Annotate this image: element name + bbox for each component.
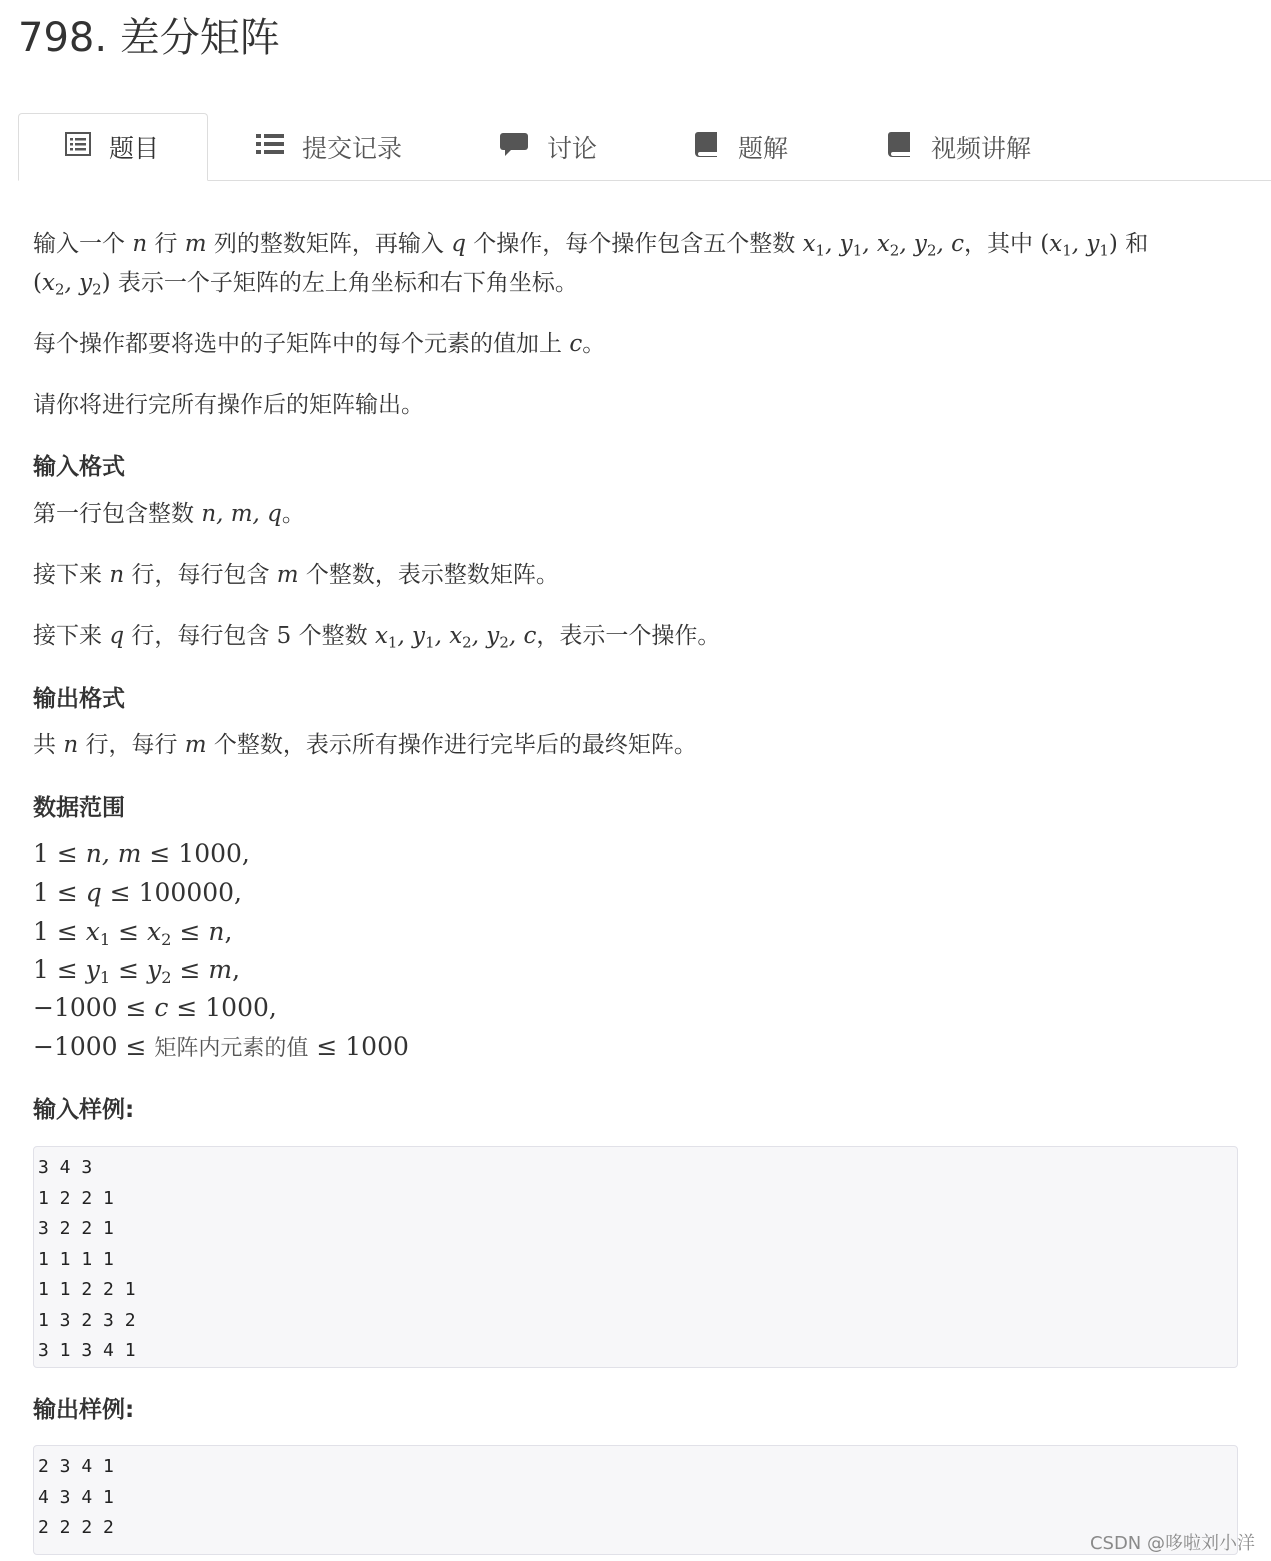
data-range-line: $1 \le y_1 \le y_2 \le m$,	[33, 955, 241, 987]
tab-solutions[interactable]	[694, 113, 788, 181]
tab-discussion[interactable]	[499, 113, 597, 181]
tab-problem[interactable]	[18, 113, 208, 181]
sample-output-code	[33, 1445, 1238, 1555]
comment-icon	[499, 131, 529, 163]
output-format-line: 共 n 行，每行 m 个整数，表示所有操作进行完毕后的最终矩阵。	[33, 732, 697, 758]
data-range-heading: 数据范围	[33, 795, 125, 821]
tab-label: 提交记录	[302, 134, 403, 163]
list-icon	[256, 132, 284, 162]
code-line: 2 3 4 1	[38, 1456, 114, 1477]
sample-output-heading: 输出样例:	[33, 1397, 135, 1423]
data-range-line: −1000 ≤ c ≤ 1000,	[33, 993, 277, 1022]
book-icon	[694, 130, 720, 164]
input-format-line: 接下来 q 行，每行包含 5 个整数 $x_1$, $y_1$, $x_2$, $y_2$, c，表示一个操作。	[33, 623, 721, 652]
output-format-heading: 输出格式	[33, 686, 125, 712]
book-icon	[887, 130, 913, 164]
list-alt-icon	[65, 132, 91, 162]
tab-submissions[interactable]	[256, 113, 402, 181]
watermark: CSDN @哆啦刘小洋	[1089, 1533, 1255, 1554]
input-format-heading: 输入格式	[33, 454, 125, 480]
data-range-line: 1 ≤ n, m ≤ 1000,	[33, 839, 250, 868]
code-line: 1 3 2 3 2	[38, 1309, 136, 1331]
description-paragraph: 输入一个 n 行 m 列的整数矩阵，再输入 q 个操作，每个操作包含五个整数 $x_1$, $y_1$, $x_2$, $y_2$, c，其中 ($x_1$, $y_1$) 和	[33, 231, 1149, 260]
sample-input-heading: 输入样例:	[33, 1097, 135, 1123]
code-line: 1 1 2 2 1	[38, 1279, 136, 1300]
data-range-line: 1 ≤ q ≤ 100000,	[33, 878, 242, 907]
code-line: 3 2 2 1	[38, 1218, 114, 1239]
code-line: 3 4 3	[38, 1157, 93, 1178]
data-range-line: $1 \le x_1 \le x_2 \le n$,	[33, 917, 233, 949]
tab-label: 题目	[109, 134, 160, 163]
code-line: 2 2 2 2	[38, 1517, 114, 1538]
code-line: 4 3 4 1	[38, 1486, 114, 1508]
input-format-line: 接下来 n 行，每行包含 m 个整数，表示整数矩阵。	[33, 562, 559, 588]
code-line: 1 1 1 1	[38, 1248, 114, 1270]
code-line: 3 1 3 4 1	[38, 1340, 136, 1361]
tab-video[interactable]	[887, 113, 1031, 181]
sample-input-code	[33, 1146, 1238, 1368]
description-paragraph: 请你将进行完所有操作后的矩阵输出。	[33, 392, 424, 418]
data-range-line: −1000 ≤ 矩阵内元素的值 ≤ 1000	[33, 1032, 409, 1061]
tab-label: 讨论	[547, 134, 598, 163]
description-paragraph-cont: ($x_2$, $y_2$) 表示一个子矩阵的左上角坐标和右下角坐标。	[33, 270, 578, 299]
description-paragraph: 每个操作都要将选中的子矩阵中的每个元素的值加上 c。	[33, 331, 606, 357]
input-format-line: 第一行包含整数 n, m, q。	[33, 501, 305, 527]
tab-label: 题解	[738, 134, 789, 163]
tab-bar	[18, 113, 1271, 181]
problem-title: 798. 差分矩阵	[18, 15, 280, 61]
code-line: 1 2 2 1	[38, 1187, 114, 1209]
tab-label: 视频讲解	[931, 134, 1032, 163]
